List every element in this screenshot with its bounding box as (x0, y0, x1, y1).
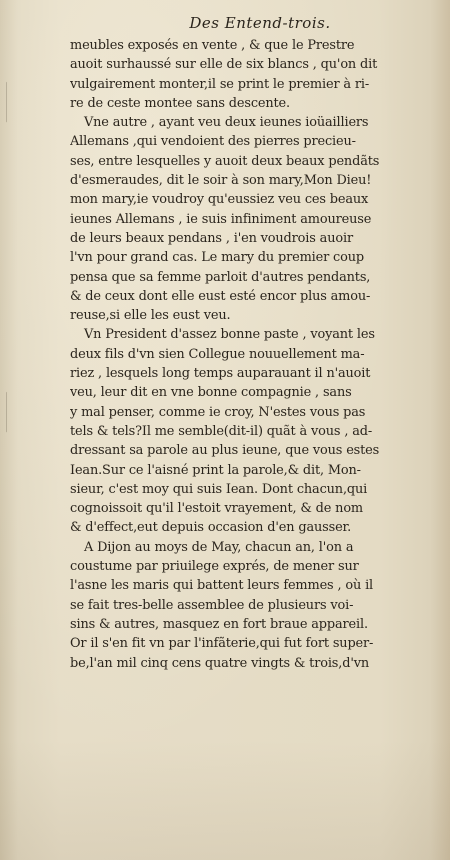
text-line: Or il s'en fit vn par l'infãterie,qui fut fort super- (70, 636, 374, 652)
running-head: Des Entend-trois. (189, 14, 331, 32)
text-line: deux fils d'vn sien Collegue nouuellement ma- (70, 346, 365, 362)
text-line: dressant sa parole au plus ieune, que vous estes (70, 443, 380, 459)
text-line: se fait tres-belle assemblee de plusieurs voi- (70, 597, 354, 613)
text-line: ieunes Allemans , ie suis infiniment amoureuse (70, 211, 372, 227)
text-line: & d'effect,eut depuis occasion d'en gausser. (70, 520, 352, 536)
text-line: d'esmeraudes, dit le soir à son mary,Mon Dieu! (70, 173, 372, 189)
text-line: l'vn pour grand cas. Le mary du premier coup (70, 250, 364, 266)
text-line: mon mary,ie voudroy qu'eussiez veu ces beaux (70, 192, 369, 208)
text-line: cognoissoit qu'il l'estoit vrayement, & de nom (70, 501, 364, 517)
text-line: A Dijon au moys de May, chacun an, l'on a (84, 539, 354, 555)
text-line: Vne autre , ayant veu deux ieunes ioüailliers (84, 115, 369, 131)
text-line: coustume par priuilege exprés, de mener sur (70, 559, 359, 575)
text-line: ses, entre lesquelles y auoit deux beaux pendãts (70, 153, 380, 169)
text-line: reuse,si elle les eust veu. (70, 308, 231, 324)
text-line: sieur, c'est moy qui suis Iean. Dont chacun,qui (70, 481, 368, 497)
text-line: Iean.Sur ce l'aisné print la parole,& dit, Mon- (70, 462, 361, 478)
text-line: Allemans ,qui vendoient des pierres precieu- (70, 134, 356, 150)
text-line: meubles exposés en vente , & que le Prestre (70, 38, 355, 53)
text-line: y mal penser, comme ie croy, N'estes vous pas (70, 404, 366, 420)
text-line: re de ceste montee sans descente. (70, 95, 290, 111)
text-line: riez , lesquels long temps auparauant il n'auoit (70, 366, 371, 382)
page-shadow (0, 740, 450, 860)
text-line: tels & tels?Il me semble(dit-il) quãt à vous , ad- (70, 423, 373, 439)
text-line: pensa que sa femme parloit d'autres pendants, (70, 269, 371, 285)
gutter-mark (6, 78, 13, 123)
text-line: l'asne les maris qui battent leurs femmes , où il (70, 578, 374, 594)
text-line: de leurs beaux pendans , i'en voudrois auoir (70, 230, 353, 246)
text-line: & de ceux dont elle eust esté encor plus amou- (70, 288, 371, 304)
text-line: auoit surhaussé sur elle de six blancs , qu'on dit (70, 57, 378, 73)
body-text (70, 36, 442, 673)
text-line: sins & autres, masquez en fort braue appareil. (70, 616, 368, 632)
text-line: be,l'an mil cinq cens quatre vingts & trois,d'vn (70, 655, 370, 671)
gutter-mark (6, 388, 13, 433)
text-line: vulgairement monter,il se print le premier à ri- (70, 76, 370, 92)
text-line: veu, leur dit en vne bonne compagnie , sans (70, 385, 352, 401)
text-line: Vn President d'assez bonne paste , voyant les (84, 327, 375, 343)
